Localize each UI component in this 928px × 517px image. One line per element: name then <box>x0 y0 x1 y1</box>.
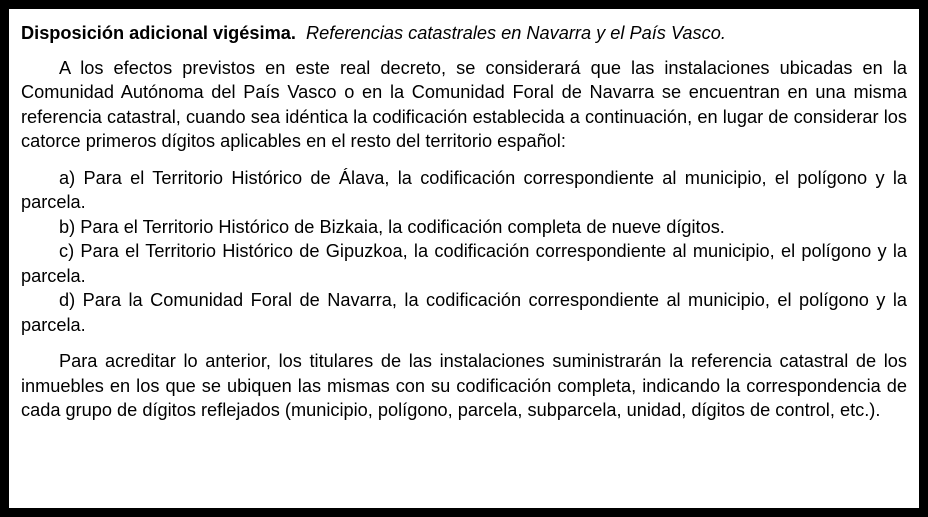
closing-paragraph: Para acreditar lo anterior, los titulares de las instalaciones suministrarán la referencia catastral de los inmuebles en los que se ubiquen las mismas con su codificación completa, indicando la correspondencia de cada grupo de dígitos reflejados (municipio, polígono, parcela, subparcela, unidad, dígitos de control, etc.). <box>21 351 907 420</box>
section-heading <box>21 21 907 46</box>
section-title: Disposición adicional vigésima. <box>21 23 296 43</box>
paragraph-gap <box>21 337 907 349</box>
intro-paragraph: A los efectos previstos en este real decreto, se considerará que las instalaciones ubicadas en la Comunidad Autónoma del País Vasco o en la Comunidad Foral de Navarra se encuentran en una misma referencia catastral, cuando sea idéntica la codificación establecida a continuación, en lugar de considerar los catorce primeros dígitos aplicables en el resto del territorio español: <box>21 57 907 151</box>
section-subtitle: Referencias catastrales en Navarra y el País Vasco. <box>306 23 726 43</box>
list-item-b: b) Para el Territorio Histórico de Bizkaia, la codificación completa de nueve dígitos. <box>59 216 725 237</box>
paragraph-gap <box>21 154 907 166</box>
list-item-a: a) Para el Territorio Histórico de Álava, la codificación correspondiente al municipio, el polígono y la parcela. <box>21 167 907 212</box>
document-page <box>9 9 919 508</box>
list-item-c: c) Para el Territorio Histórico de Gipuzkoa, la codificación correspondiente al municipio, el polígono y la parcela. <box>21 241 907 286</box>
list-item-d: d) Para la Comunidad Foral de Navarra, la codificación correspondiente al municipio, el polígono y la parcela. <box>21 290 907 335</box>
